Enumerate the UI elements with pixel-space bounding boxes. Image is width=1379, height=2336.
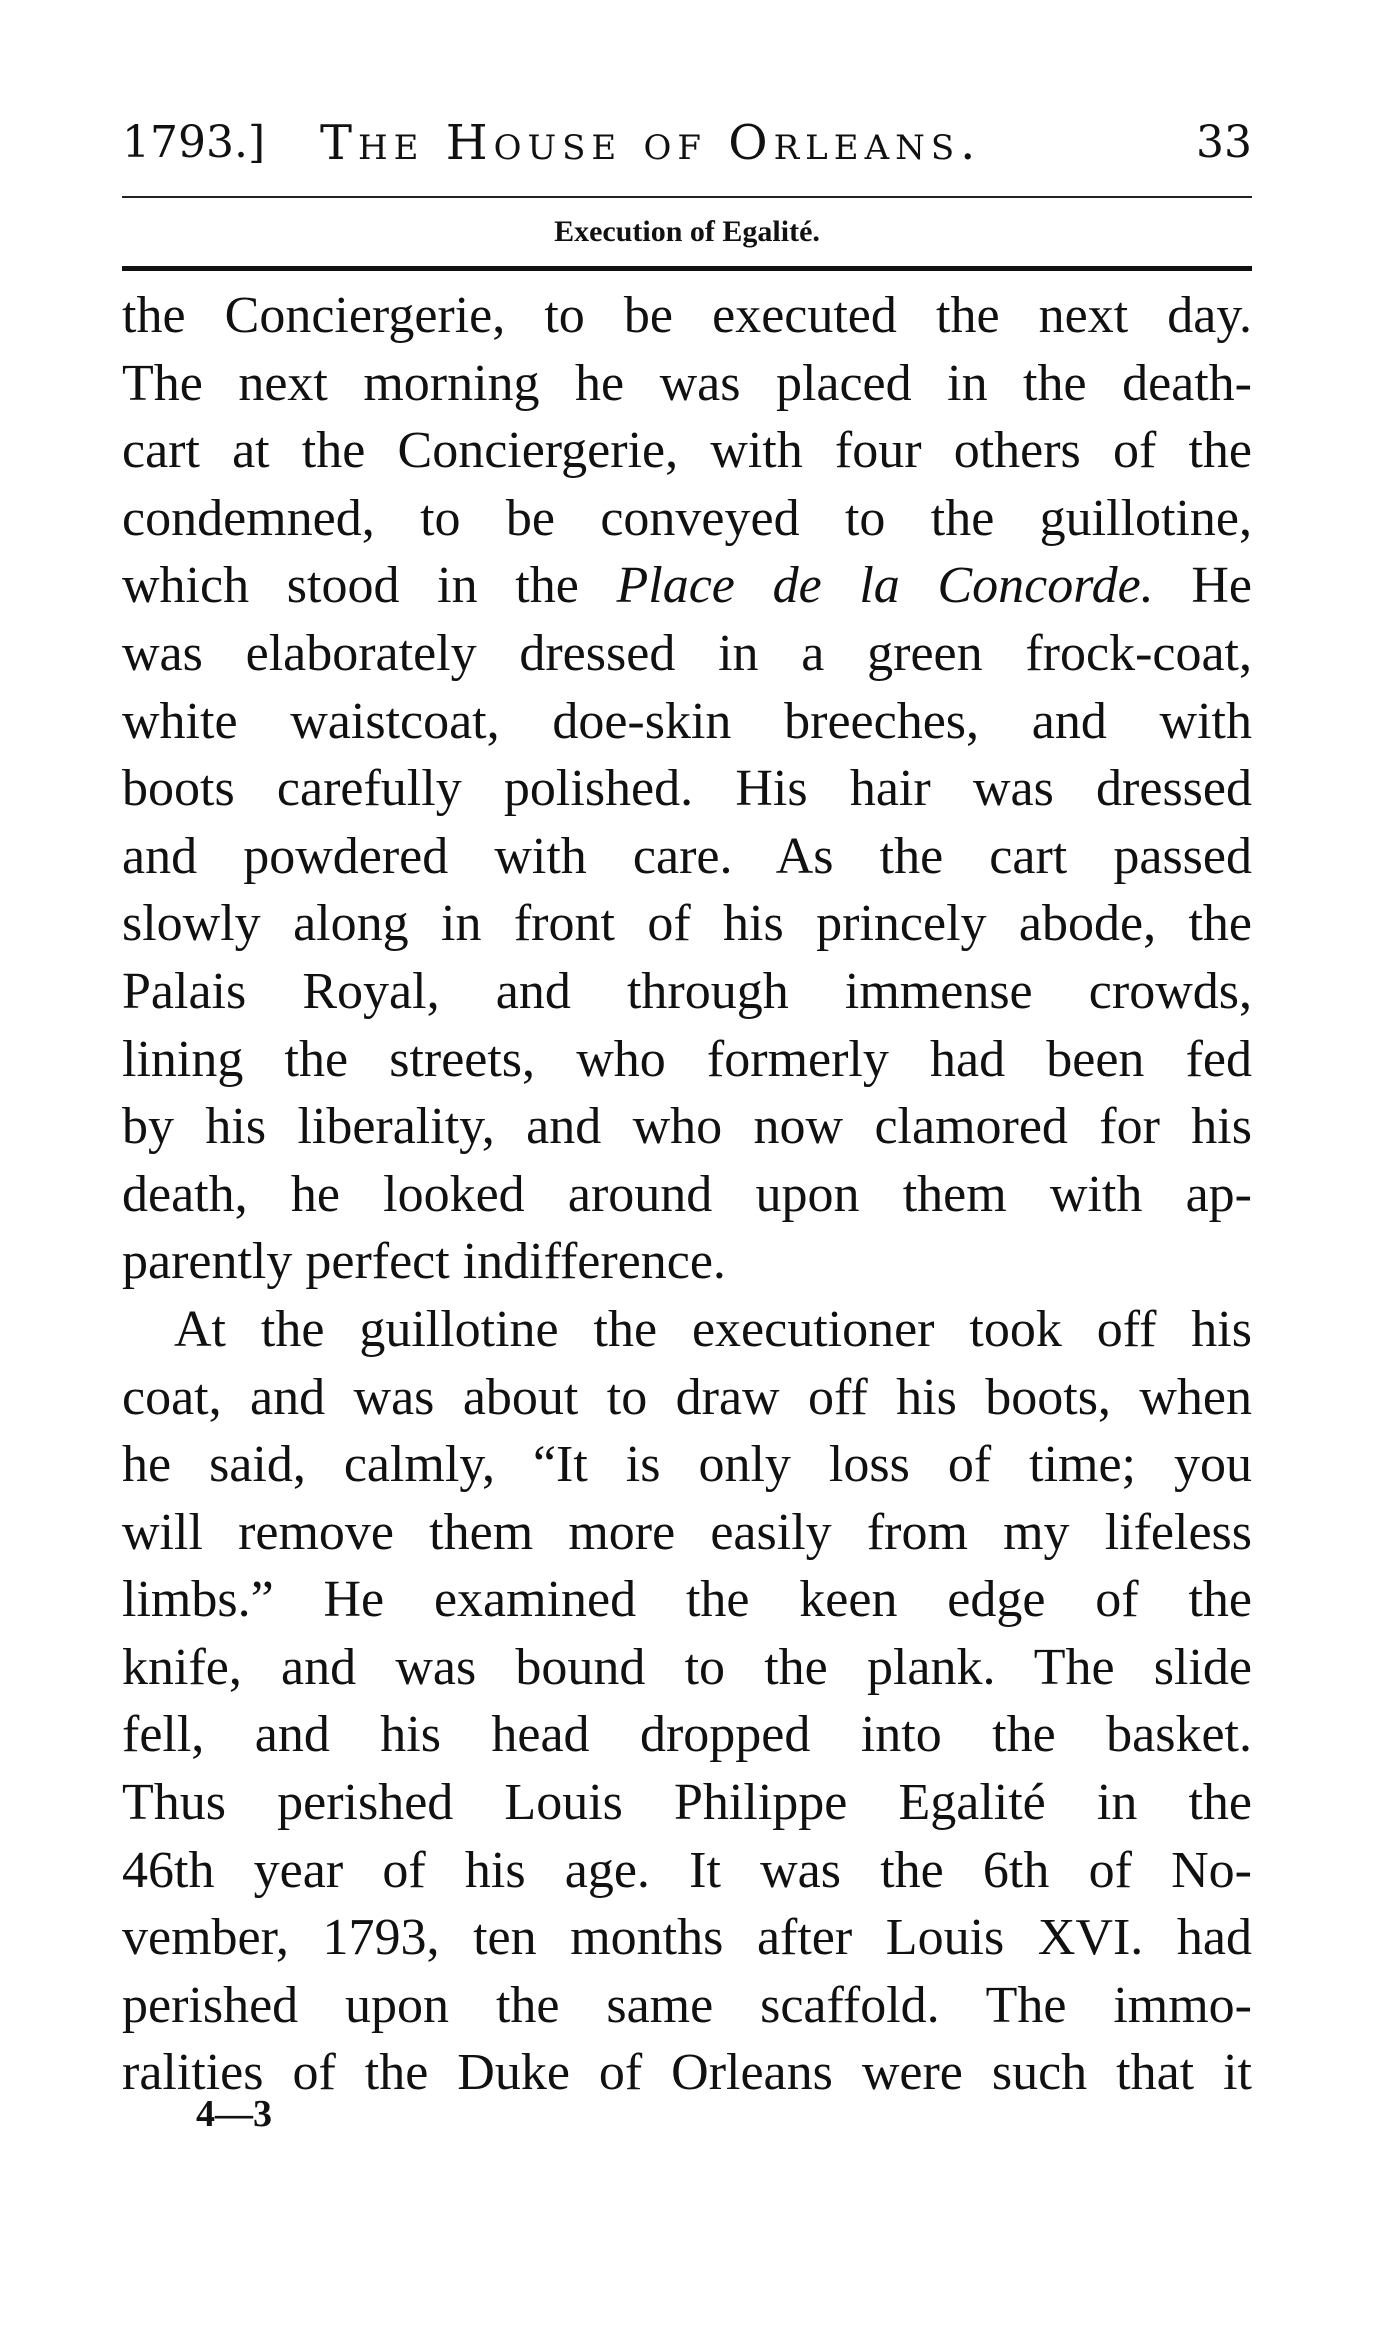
text-line: fell, and his head dropped into the basket.: [122, 1706, 1252, 1764]
text-line: limbs.” He examined the keen edge of the: [122, 1571, 1252, 1629]
text-line: the Conciergerie, to be executed the next day.: [122, 287, 1252, 344]
section-title: Execution of Egalité.: [554, 215, 820, 248]
text-line: The next morning he was placed in the death-: [122, 354, 1252, 412]
text-line: death, he looked around upon them with ap-: [122, 1165, 1252, 1223]
signature-mark: 4—3: [196, 2093, 272, 2135]
text-line: condemned, to be conveyed to the guillotine,: [122, 489, 1252, 547]
text-line: slowly along in front of his princely abode, the: [122, 895, 1252, 953]
text-line: Thus perished Louis Philippe Egalité in the: [122, 1774, 1252, 1832]
text-line: parently perfect indifference.: [122, 1233, 726, 1291]
page-number: 33: [1196, 117, 1252, 168]
place-name-italic: Place de la Concorde.: [616, 557, 1154, 615]
text-line: [122, 552, 1252, 620]
text-line: he said, calmly, “It is only loss of time; you: [122, 1436, 1252, 1494]
text-line: cart at the Conciergerie, with four others of the: [122, 422, 1252, 480]
text-line: and powdered with care. As the cart passed: [122, 827, 1252, 885]
running-head-year: 1793.]: [122, 117, 266, 168]
text-line: white waistcoat, doe-skin breeches, and with: [122, 692, 1252, 750]
text-line: lining the streets, who formerly had been fed: [122, 1030, 1252, 1088]
text-segment: which stood in the: [122, 557, 617, 615]
running-head: [122, 108, 1252, 178]
text-line: perished upon the same scaffold. The immo-: [122, 1976, 1252, 2034]
text-line: vember, 1793, ten months after Louis XVI. had: [122, 1909, 1252, 1967]
text-line: Palais Royal, and through immense crowds,: [122, 962, 1252, 1020]
section-rule: [122, 266, 1252, 271]
text-line: ralities of the Duke of Orleans were such that it: [122, 2044, 1252, 2102]
text-line: will remove them more easily from my lifeless: [122, 1503, 1252, 1561]
text-line: 46th year of his age. It was the 6th of No-: [122, 1841, 1252, 1899]
text-line: by his liberality, and who now clamored for his: [122, 1098, 1252, 1156]
running-head-title: The House of Orleans.: [320, 115, 982, 171]
body-text: [122, 282, 1252, 2107]
text-line: knife, and was bound to the plank. The slide: [122, 1638, 1252, 1696]
text-line: coat, and was about to draw off his boots, when: [122, 1368, 1252, 1426]
text-segment: He: [1153, 557, 1252, 615]
text-line: At the guillotine the executioner took off his: [174, 1300, 1252, 1358]
text-line: boots carefully polished. His hair was dressed: [122, 760, 1252, 818]
header-rule: [122, 196, 1252, 198]
text-line: was elaborately dressed in a green frock-coat,: [122, 624, 1252, 682]
